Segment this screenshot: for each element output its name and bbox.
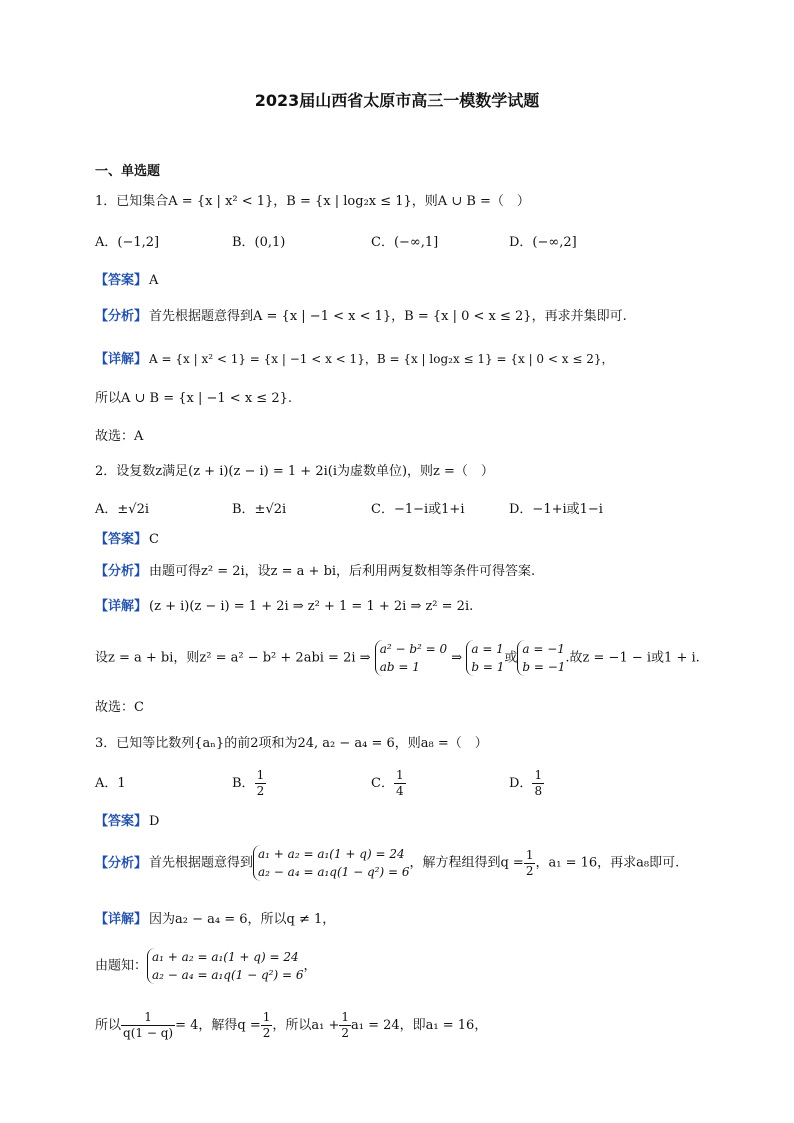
q2-analysis [95, 563, 535, 581]
q1-conclusion: 故选：A [95, 429, 144, 444]
q2-system-2-row-1: a = 1 [471, 642, 504, 656]
q2-option-d: D．−1+i或1−i [509, 502, 603, 517]
q2-stem: 2．设复数z满足(z + i)(z − i) = 1 + 2i(i为虚数单位)，则z =（ ） [95, 464, 494, 479]
answer-tag: 【答案】 [95, 814, 148, 829]
q3-option-b-fraction [255, 768, 267, 799]
fraction-denominator: 2 [341, 1026, 349, 1040]
q3-last-pre: 所以 [95, 1018, 122, 1033]
q1-answer [95, 272, 158, 290]
q3-detail-text: 因为a₂ − a₄ = 6，所以q ≠ 1， [149, 912, 336, 927]
analysis-tag: 【分析】 [95, 855, 148, 871]
q2-or: 或 [504, 650, 518, 666]
q1-detail-text: A = {x | x² < 1} = {x | −1 < x < 1}，B = {x | log₂x ≤ 1} = {x | 0 < x ≤ 2}， [149, 352, 614, 366]
q1-detail-line2: 所以A ∪ B = {x | −1 < x ≤ 2}. [95, 391, 292, 406]
q1-option-d: D．(−∞,2] [509, 235, 577, 250]
q3-last-post: a₁ = 24，即a₁ = 16， [351, 1018, 488, 1033]
q2-system-3 [517, 640, 565, 676]
q2-analysis-text: 由题可得z² = 2i，设z = a + bi，后利用两复数相等条件可得答案. [149, 564, 536, 579]
q1-answer-value: A [149, 273, 159, 288]
q3-known-post: ， [303, 958, 317, 974]
q2-option-c: C．−1−i或1+i [371, 502, 465, 517]
fraction-denominator: 8 [534, 784, 543, 798]
answer-tag: 【答案】 [95, 532, 148, 547]
q2-system-2 [466, 640, 504, 676]
analysis-tag: 【分析】 [95, 564, 148, 579]
fraction-numerator: 1 [534, 768, 543, 782]
q3-option-c-fraction [394, 768, 406, 799]
q3-last-mid2: ，所以a₁ + [272, 1018, 340, 1033]
q3-option-b [232, 768, 266, 799]
q3-answer-value: D [149, 814, 160, 829]
q2-system-1-row-2: ab = 1 [379, 660, 420, 674]
q3-analysis-system-row-2: a₂ − a₄ = a₁q(1 − q²) = 6 [258, 865, 410, 879]
q1-option-b: B．(0,1) [232, 235, 286, 250]
q2-line2-pre: 设z = a + bi，则z² = a² − b² + 2abi = 2i ⇒ [95, 650, 371, 666]
fraction-denominator: 2 [256, 784, 265, 798]
fraction-denominator: 2 [525, 863, 534, 878]
q1-analysis-text: 首先根据题意得到A = {x | −1 < x < 1}，B = {x | 0 < x ≤ 2}，再求并集即可. [149, 309, 627, 324]
fraction-numerator: 1 [525, 847, 534, 862]
fraction-denominator: q(1 − q) [123, 1026, 174, 1040]
detail-tag: 【详解】 [95, 599, 148, 614]
q3-analysis-system-row-1: a₁ + a₂ = a₁(1 + q) = 24 [258, 847, 405, 861]
q2-option-a: A．±√2i [95, 502, 149, 517]
fraction-numerator: 1 [121, 1010, 175, 1026]
q1-analysis [95, 308, 627, 326]
q3-last-fraction-3 [339, 1010, 351, 1041]
detail-tag: 【详解】 [95, 352, 148, 367]
q3-option-d-label: D． [509, 776, 533, 791]
answer-tag: 【答案】 [95, 273, 148, 288]
q3-last-fraction-1 [121, 1010, 175, 1041]
analysis-tag: 【分析】 [95, 309, 148, 324]
q2-conclusion: 故选：C [95, 700, 144, 715]
q3-known [95, 948, 316, 984]
q3-last-mid1: = 4，解得q = [175, 1018, 261, 1033]
q3-known-pre: 由题知： [95, 958, 148, 974]
q3-option-c [371, 768, 406, 799]
q3-detail [95, 911, 335, 929]
q1-stem: 1．已知集合A = {x | x² < 1}，B = {x | log₂x ≤ 1}，则A ∪ B =（ ） [95, 194, 530, 209]
q2-answer-value: C [149, 532, 159, 547]
q2-system-1 [375, 640, 447, 676]
fraction-denominator: 2 [262, 1026, 271, 1040]
q3-option-c-label: C． [371, 776, 394, 791]
q3-analysis [95, 845, 679, 881]
q3-analysis-post: ，a₁ = 16，再求a₈即可. [535, 855, 680, 871]
q2-answer [95, 531, 159, 549]
q3-option-d-fraction [532, 768, 544, 799]
q2-system-2-row-2: b = 1 [471, 660, 505, 674]
q3-analysis-mid: ，解方程组得到q = [409, 855, 524, 871]
q2-detail-text: (z + i)(z − i) = 1 + 2i ⇒ z² + 1 = 1 + 2i ⇒ z² = 2i. [149, 599, 474, 614]
q3-answer [95, 813, 159, 831]
q1-detail [95, 350, 613, 369]
q3-known-system-row-2: a₂ − a₄ = a₁q(1 − q²) = 6 [152, 968, 304, 982]
q2-detail-line2 [95, 640, 700, 676]
q2-option-b: B．±√2i [232, 502, 287, 517]
q2-system-1-row-1: a² − b² = 0 [379, 642, 448, 656]
q2-system-3-row-2: b = −1 [522, 660, 566, 674]
implies-arrow: ⇒ [451, 650, 463, 666]
document-title: 2023届山西省太原市高三一模数学试题 [254, 91, 540, 110]
q3-option-a: A．1 [95, 776, 126, 791]
detail-tag: 【详解】 [95, 912, 148, 927]
q3-stem: 3．已知等比数列{aₙ}的前2项和为24, a₂ − a₄ = 6，则a₈ =（ ） [95, 736, 488, 751]
q3-analysis-pre: 首先根据题意得到 [149, 855, 254, 871]
q2-system-3-row-1: a = −1 [522, 642, 565, 656]
q1-option-a: A．(−1,2] [95, 235, 160, 250]
q3-analysis-fraction [524, 848, 536, 879]
fraction-numerator: 1 [262, 1010, 271, 1024]
fraction-numerator: 1 [341, 1010, 349, 1024]
fraction-denominator: 4 [395, 784, 404, 798]
fraction-numerator: 1 [395, 768, 404, 782]
q3-last-line [95, 1010, 487, 1041]
q3-known-system [147, 948, 303, 984]
fraction-numerator: 1 [256, 768, 265, 782]
q3-known-system-row-1: a₁ + a₂ = a₁(1 + q) = 24 [152, 950, 299, 964]
q1-option-c: C．(−∞,1] [371, 235, 439, 250]
q3-option-d [509, 768, 544, 799]
section-heading: 一、单选题 [95, 164, 161, 179]
q3-analysis-system [253, 845, 409, 881]
q2-detail [95, 598, 473, 616]
q3-last-fraction-2 [261, 1010, 273, 1041]
q3-option-b-label: B． [232, 776, 255, 791]
q2-line2-post: .故z = −1 − i或1 + i. [565, 650, 700, 666]
